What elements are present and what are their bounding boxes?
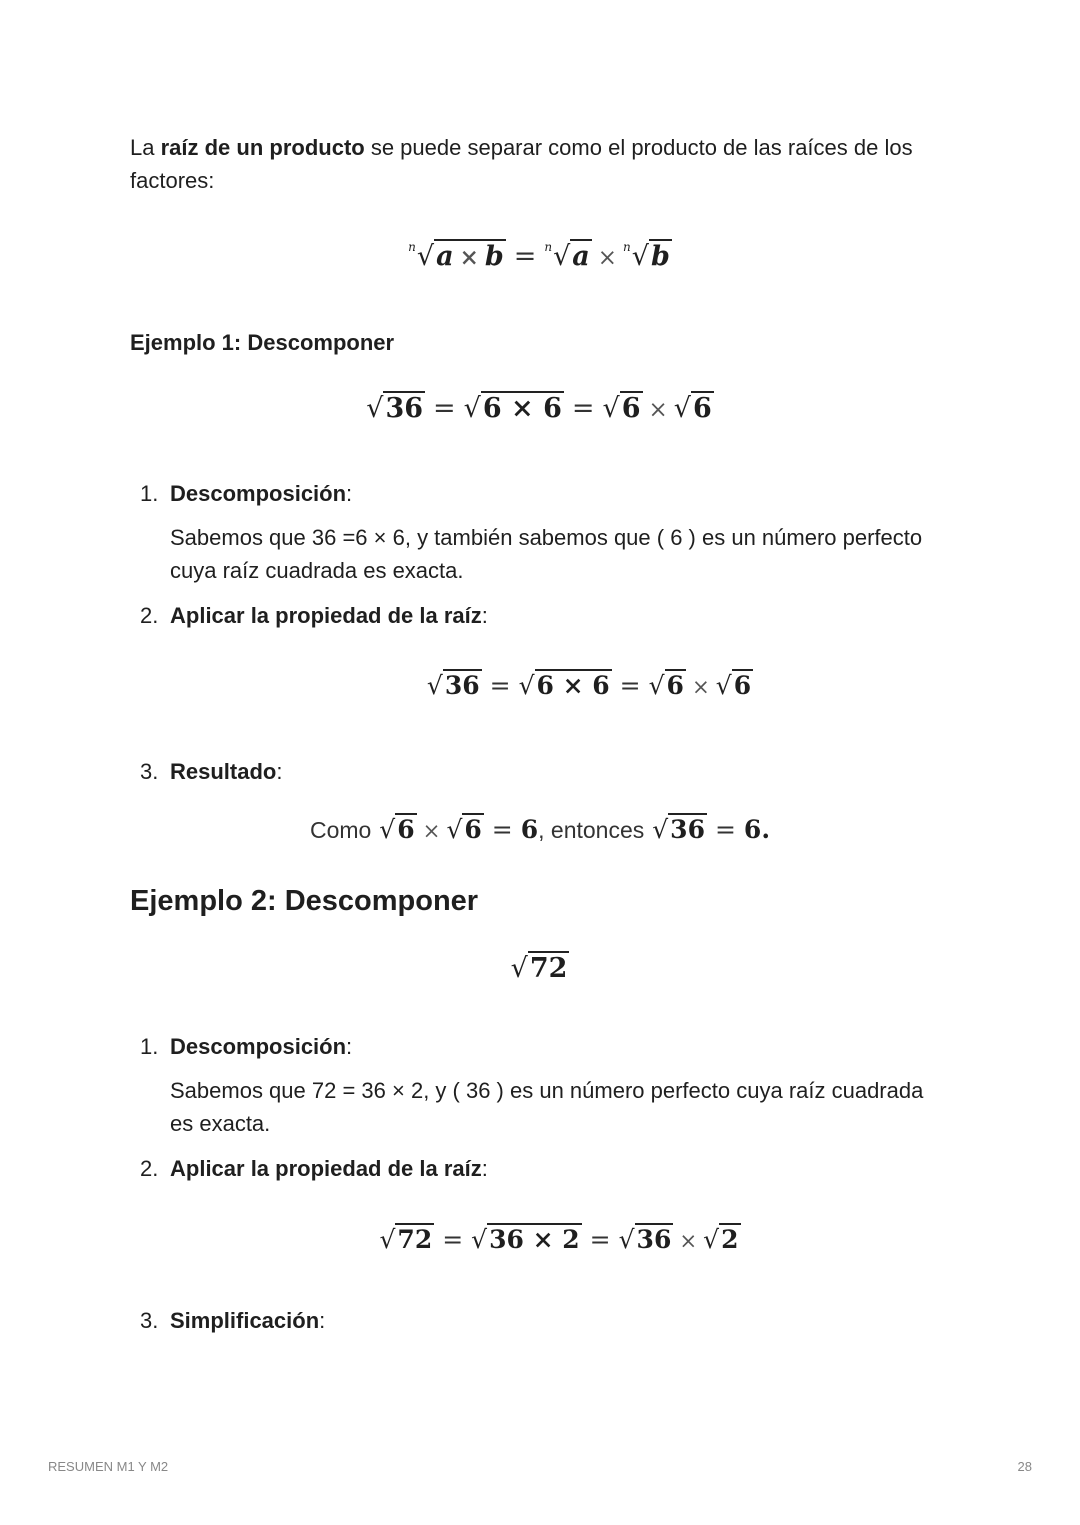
example-1-title: Ejemplo 1: Descomponer	[130, 330, 395, 355]
nth-root	[408, 240, 506, 272]
intro-paragraph	[130, 131, 960, 197]
footer-page-number: 28	[1017, 1459, 1032, 1474]
ex1-step-3: 3. Resultado:	[140, 759, 283, 784]
ex1-step-1-text: Sabemos que 36 =6 × 6, y también sabemos que ( 6 ) es un número perfecto cuya raíz cuadrada es exacta.	[170, 525, 923, 583]
intro-bold: raíz de un producto	[160, 135, 365, 160]
root-index: n	[408, 240, 416, 254]
ex2-step-2: 2. Aplicar la propiedad de la raíz:	[140, 1156, 488, 1181]
intro-text-rest: se puede separar como el producto de las raíces de los factores:	[130, 135, 913, 193]
example-2-title: Ejemplo 2: Descomponer	[130, 885, 479, 917]
footer-document-title: RESUMEN M1 Y M2	[48, 1459, 169, 1474]
radical-sign: √	[631, 241, 649, 272]
ex2-step-1-text: Sabemos que 72 = 36 × 2, y ( 36 ) es un número perfecto cuya raíz cuadrada es exacta.	[170, 1078, 924, 1136]
root-index: n	[623, 240, 631, 254]
ex2-step-2-formula: √72 = √36 × 2 = √36 × √2	[379, 1225, 739, 1254]
ex1-step-2-formula: √36 = √6 × 6 = √6 × √6	[426, 671, 752, 700]
intro-text: La	[130, 135, 161, 160]
nth-root: n√a	[544, 240, 590, 272]
ex2-step-1: 1. Descomposición:	[140, 1034, 353, 1059]
ex1-step-2: 2. Aplicar la propiedad de la raíz:	[140, 603, 488, 628]
radical-sign: √	[416, 241, 435, 272]
product-root-formula: n√a × b = n√a × n√b	[408, 240, 670, 272]
radicand: a × b	[436, 241, 504, 272]
example-1-formula: √36 = √6 × 6 = √6 × √6	[366, 393, 712, 424]
ex1-step-1: 1. Descomposición:	[140, 481, 353, 506]
radical-sign: √	[553, 241, 571, 272]
ex2-step-3: 3. Simplificación:	[140, 1308, 326, 1333]
root-index: n	[544, 240, 553, 254]
ex1-result: Como √6 × √6 = 6, entonces √36 = 6.	[309, 815, 771, 844]
example-2-formula: √72	[510, 953, 568, 984]
nth-root: n√b	[623, 240, 670, 272]
